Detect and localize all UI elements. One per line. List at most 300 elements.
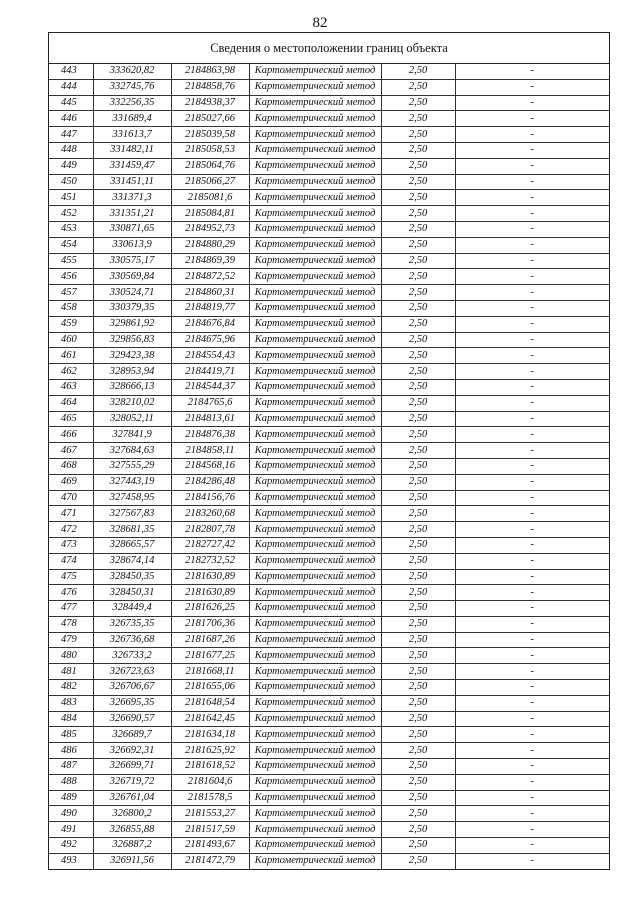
description-cell: - <box>455 269 609 285</box>
accuracy-cell: 2,50 <box>381 174 455 190</box>
y-coordinate-cell: 2184872,52 <box>171 269 249 285</box>
description-cell: - <box>455 443 609 459</box>
description-cell: - <box>455 585 609 601</box>
table-row <box>49 253 609 269</box>
x-coordinate-cell: 333620,82 <box>93 64 171 79</box>
x-coordinate-cell: 328681,35 <box>93 522 171 538</box>
description-cell: - <box>455 79 609 95</box>
point-number-cell: 451 <box>49 190 93 206</box>
x-coordinate-cell: 328665,57 <box>93 537 171 553</box>
y-coordinate-cell: 2181630,89 <box>171 569 249 585</box>
x-coordinate-cell: 326690,57 <box>93 711 171 727</box>
x-coordinate-cell: 331351,21 <box>93 206 171 222</box>
accuracy-cell: 2,50 <box>381 64 455 79</box>
description-cell: - <box>455 790 609 806</box>
method-cell: Картометрический метод <box>249 332 381 348</box>
accuracy-cell: 2,50 <box>381 411 455 427</box>
point-number-cell: 445 <box>49 95 93 111</box>
point-number-cell: 446 <box>49 111 93 127</box>
table-row <box>49 95 609 111</box>
description-cell: - <box>455 632 609 648</box>
point-number-cell: 492 <box>49 838 93 854</box>
description-cell: - <box>455 727 609 743</box>
point-number-cell: 459 <box>49 316 93 332</box>
table-row <box>49 506 609 522</box>
x-coordinate-cell: 326695,35 <box>93 695 171 711</box>
point-number-cell: 470 <box>49 490 93 506</box>
method-cell: Картометрический метод <box>249 316 381 332</box>
x-coordinate-cell: 326706,67 <box>93 680 171 696</box>
table-row <box>49 332 609 348</box>
y-coordinate-cell: 2184863,98 <box>171 64 249 79</box>
x-coordinate-cell: 328450,35 <box>93 569 171 585</box>
x-coordinate-cell: 331689,4 <box>93 111 171 127</box>
page-number: 82 <box>312 15 328 31</box>
method-cell: Картометрический метод <box>249 474 381 490</box>
table-row <box>49 111 609 127</box>
accuracy-cell: 2,50 <box>381 838 455 854</box>
y-coordinate-cell: 2185066,27 <box>171 174 249 190</box>
point-number-cell: 467 <box>49 443 93 459</box>
y-coordinate-cell: 2181677,25 <box>171 648 249 664</box>
y-coordinate-cell: 2184938,37 <box>171 95 249 111</box>
point-number-cell: 444 <box>49 79 93 95</box>
accuracy-cell: 2,50 <box>381 158 455 174</box>
y-coordinate-cell: 2184156,76 <box>171 490 249 506</box>
method-cell: Картометрический метод <box>249 522 381 538</box>
y-coordinate-cell: 2184676,84 <box>171 316 249 332</box>
y-coordinate-cell: 2183260,68 <box>171 506 249 522</box>
method-cell: Картометрический метод <box>249 727 381 743</box>
method-cell: Картометрический метод <box>249 838 381 854</box>
x-coordinate-cell: 329856,83 <box>93 332 171 348</box>
method-cell: Картометрический метод <box>249 853 381 868</box>
point-number-cell: 443 <box>49 64 93 79</box>
table-row <box>49 774 609 790</box>
point-number-cell: 486 <box>49 743 93 759</box>
y-coordinate-cell: 2185058,53 <box>171 142 249 158</box>
point-number-cell: 466 <box>49 427 93 443</box>
point-number-cell: 449 <box>49 158 93 174</box>
accuracy-cell: 2,50 <box>381 774 455 790</box>
description-cell: - <box>455 680 609 696</box>
y-coordinate-cell: 2184876,38 <box>171 427 249 443</box>
table-row <box>49 237 609 253</box>
point-number-cell: 490 <box>49 806 93 822</box>
table-row <box>49 743 609 759</box>
y-coordinate-cell: 2181493,67 <box>171 838 249 854</box>
method-cell: Картометрический метод <box>249 127 381 143</box>
description-cell: - <box>455 95 609 111</box>
y-coordinate-cell: 2185027,66 <box>171 111 249 127</box>
accuracy-cell: 2,50 <box>381 269 455 285</box>
accuracy-cell: 2,50 <box>381 569 455 585</box>
x-coordinate-cell: 327458,95 <box>93 490 171 506</box>
point-number-cell: 465 <box>49 411 93 427</box>
accuracy-cell: 2,50 <box>381 237 455 253</box>
table-row <box>49 490 609 506</box>
method-cell: Картометрический метод <box>249 695 381 711</box>
method-cell: Картометрический метод <box>249 285 381 301</box>
point-number-cell: 471 <box>49 506 93 522</box>
method-cell: Картометрический метод <box>249 680 381 696</box>
description-cell: - <box>455 395 609 411</box>
y-coordinate-cell: 2185084,81 <box>171 206 249 222</box>
table-row <box>49 348 609 364</box>
x-coordinate-cell: 326723,63 <box>93 664 171 680</box>
description-cell: - <box>455 648 609 664</box>
y-coordinate-cell: 2184858,76 <box>171 79 249 95</box>
method-cell: Картометрический метод <box>249 379 381 395</box>
x-coordinate-cell: 331371,3 <box>93 190 171 206</box>
y-coordinate-cell: 2185039,58 <box>171 127 249 143</box>
table-row <box>49 127 609 143</box>
method-cell: Картометрический метод <box>249 300 381 316</box>
method-cell: Картометрический метод <box>249 411 381 427</box>
table-row <box>49 190 609 206</box>
y-coordinate-cell: 2181472,79 <box>171 853 249 868</box>
description-cell: - <box>455 743 609 759</box>
point-number-cell: 472 <box>49 522 93 538</box>
accuracy-cell: 2,50 <box>381 206 455 222</box>
table-row <box>49 142 609 158</box>
description-cell: - <box>455 379 609 395</box>
method-cell: Картометрический метод <box>249 79 381 95</box>
description-cell: - <box>455 806 609 822</box>
x-coordinate-cell: 330569,84 <box>93 269 171 285</box>
method-cell: Картометрический метод <box>249 648 381 664</box>
table-row <box>49 285 609 301</box>
x-coordinate-cell: 326887,2 <box>93 838 171 854</box>
description-cell: - <box>455 490 609 506</box>
point-number-cell: 450 <box>49 174 93 190</box>
table-row <box>49 553 609 569</box>
method-cell: Картометрический метод <box>249 711 381 727</box>
accuracy-cell: 2,50 <box>381 221 455 237</box>
y-coordinate-cell: 2181618,52 <box>171 759 249 775</box>
table-row <box>49 727 609 743</box>
description-cell: - <box>455 711 609 727</box>
description-cell: - <box>455 190 609 206</box>
x-coordinate-cell: 328450,31 <box>93 585 171 601</box>
x-coordinate-cell: 331482,11 <box>93 142 171 158</box>
method-cell: Картометрический метод <box>249 822 381 838</box>
x-coordinate-cell: 329861,92 <box>93 316 171 332</box>
method-cell: Картометрический метод <box>249 774 381 790</box>
accuracy-cell: 2,50 <box>381 727 455 743</box>
point-number-cell: 457 <box>49 285 93 301</box>
x-coordinate-cell: 328953,94 <box>93 364 171 380</box>
table-row <box>49 300 609 316</box>
description-cell: - <box>455 522 609 538</box>
accuracy-cell: 2,50 <box>381 332 455 348</box>
point-number-cell: 468 <box>49 458 93 474</box>
point-number-cell: 480 <box>49 648 93 664</box>
description-cell: - <box>455 853 609 868</box>
accuracy-cell: 2,50 <box>381 142 455 158</box>
method-cell: Картометрический метод <box>249 601 381 617</box>
point-number-cell: 493 <box>49 853 93 868</box>
table-row <box>49 585 609 601</box>
y-coordinate-cell: 2184869,39 <box>171 253 249 269</box>
description-cell: - <box>455 506 609 522</box>
table-row <box>49 616 609 632</box>
description-cell: - <box>455 348 609 364</box>
description-cell: - <box>455 601 609 617</box>
point-number-cell: 454 <box>49 237 93 253</box>
table-row <box>49 569 609 585</box>
accuracy-cell: 2,50 <box>381 553 455 569</box>
x-coordinate-cell: 330575,17 <box>93 253 171 269</box>
y-coordinate-cell: 2184858,11 <box>171 443 249 459</box>
description-cell: - <box>455 332 609 348</box>
y-coordinate-cell: 2182727,42 <box>171 537 249 553</box>
table-title: Сведения о местоположении границ объекта <box>49 33 609 64</box>
y-coordinate-cell: 2184860,31 <box>171 285 249 301</box>
point-number-cell: 473 <box>49 537 93 553</box>
table-row <box>49 269 609 285</box>
table-row <box>49 632 609 648</box>
accuracy-cell: 2,50 <box>381 300 455 316</box>
description-cell: - <box>455 695 609 711</box>
point-number-cell: 447 <box>49 127 93 143</box>
accuracy-cell: 2,50 <box>381 443 455 459</box>
point-number-cell: 475 <box>49 569 93 585</box>
point-number-cell: 479 <box>49 632 93 648</box>
coordinates-table-frame <box>48 32 610 870</box>
method-cell: Картометрический метод <box>249 806 381 822</box>
accuracy-cell: 2,50 <box>381 790 455 806</box>
table-row <box>49 206 609 222</box>
y-coordinate-cell: 2184675,96 <box>171 332 249 348</box>
accuracy-cell: 2,50 <box>381 743 455 759</box>
x-coordinate-cell: 326911,56 <box>93 853 171 868</box>
table-row <box>49 395 609 411</box>
point-number-cell: 474 <box>49 553 93 569</box>
description-cell: - <box>455 285 609 301</box>
y-coordinate-cell: 2181630,89 <box>171 585 249 601</box>
method-cell: Картометрический метод <box>249 537 381 553</box>
point-number-cell: 448 <box>49 142 93 158</box>
y-coordinate-cell: 2181648,54 <box>171 695 249 711</box>
table-row <box>49 790 609 806</box>
method-cell: Картометрический метод <box>249 142 381 158</box>
description-cell: - <box>455 300 609 316</box>
y-coordinate-cell: 2182732,52 <box>171 553 249 569</box>
accuracy-cell: 2,50 <box>381 601 455 617</box>
x-coordinate-cell: 331459,47 <box>93 158 171 174</box>
point-number-cell: 463 <box>49 379 93 395</box>
method-cell: Картометрический метод <box>249 790 381 806</box>
method-cell: Картометрический метод <box>249 269 381 285</box>
method-cell: Картометрический метод <box>249 616 381 632</box>
x-coordinate-cell: 328449,4 <box>93 601 171 617</box>
method-cell: Картометрический метод <box>249 490 381 506</box>
accuracy-cell: 2,50 <box>381 853 455 868</box>
x-coordinate-cell: 330524,71 <box>93 285 171 301</box>
accuracy-cell: 2,50 <box>381 506 455 522</box>
y-coordinate-cell: 2181668,11 <box>171 664 249 680</box>
description-cell: - <box>455 411 609 427</box>
table-row <box>49 522 609 538</box>
method-cell: Картометрический метод <box>249 395 381 411</box>
table-row <box>49 64 609 79</box>
method-cell: Картометрический метод <box>249 95 381 111</box>
point-number-cell: 456 <box>49 269 93 285</box>
table-row <box>49 822 609 838</box>
y-coordinate-cell: 2184568,16 <box>171 458 249 474</box>
point-number-cell: 469 <box>49 474 93 490</box>
point-number-cell: 484 <box>49 711 93 727</box>
description-cell: - <box>455 64 609 79</box>
x-coordinate-cell: 326699,71 <box>93 759 171 775</box>
method-cell: Картометрический метод <box>249 364 381 380</box>
table-row <box>49 664 609 680</box>
point-number-cell: 485 <box>49 727 93 743</box>
x-coordinate-cell: 328666,13 <box>93 379 171 395</box>
y-coordinate-cell: 2181634,18 <box>171 727 249 743</box>
y-coordinate-cell: 2181604,6 <box>171 774 249 790</box>
accuracy-cell: 2,50 <box>381 822 455 838</box>
y-coordinate-cell: 2185064,76 <box>171 158 249 174</box>
method-cell: Картометрический метод <box>249 443 381 459</box>
method-cell: Картометрический метод <box>249 569 381 585</box>
table-row <box>49 711 609 727</box>
y-coordinate-cell: 2181553,27 <box>171 806 249 822</box>
method-cell: Картометрический метод <box>249 632 381 648</box>
accuracy-cell: 2,50 <box>381 127 455 143</box>
method-cell: Картометрический метод <box>249 64 381 79</box>
table-row <box>49 458 609 474</box>
x-coordinate-cell: 327443,19 <box>93 474 171 490</box>
method-cell: Картометрический метод <box>249 427 381 443</box>
method-cell: Картометрический метод <box>249 553 381 569</box>
y-coordinate-cell: 2182807,78 <box>171 522 249 538</box>
accuracy-cell: 2,50 <box>381 474 455 490</box>
point-number-cell: 477 <box>49 601 93 617</box>
table-row <box>49 853 609 868</box>
y-coordinate-cell: 2181625,92 <box>171 743 249 759</box>
table-row <box>49 364 609 380</box>
description-cell: - <box>455 759 609 775</box>
table-row <box>49 648 609 664</box>
accuracy-cell: 2,50 <box>381 364 455 380</box>
description-cell: - <box>455 206 609 222</box>
accuracy-cell: 2,50 <box>381 458 455 474</box>
table-row <box>49 806 609 822</box>
x-coordinate-cell: 326733,2 <box>93 648 171 664</box>
description-cell: - <box>455 664 609 680</box>
description-cell: - <box>455 838 609 854</box>
point-number-cell: 478 <box>49 616 93 632</box>
point-number-cell: 455 <box>49 253 93 269</box>
x-coordinate-cell: 327555,29 <box>93 458 171 474</box>
point-number-cell: 464 <box>49 395 93 411</box>
table-row <box>49 838 609 854</box>
x-coordinate-cell: 332745,76 <box>93 79 171 95</box>
method-cell: Картометрический метод <box>249 253 381 269</box>
description-cell: - <box>455 553 609 569</box>
accuracy-cell: 2,50 <box>381 522 455 538</box>
accuracy-cell: 2,50 <box>381 348 455 364</box>
method-cell: Картометрический метод <box>249 158 381 174</box>
table-row <box>49 537 609 553</box>
x-coordinate-cell: 328052,11 <box>93 411 171 427</box>
y-coordinate-cell: 2184286,48 <box>171 474 249 490</box>
accuracy-cell: 2,50 <box>381 285 455 301</box>
method-cell: Картометрический метод <box>249 506 381 522</box>
y-coordinate-cell: 2184813,61 <box>171 411 249 427</box>
table-row <box>49 759 609 775</box>
x-coordinate-cell: 329423,38 <box>93 348 171 364</box>
y-coordinate-cell: 2181626,25 <box>171 601 249 617</box>
point-number-cell: 462 <box>49 364 93 380</box>
y-coordinate-cell: 2184544,37 <box>171 379 249 395</box>
description-cell: - <box>455 237 609 253</box>
accuracy-cell: 2,50 <box>381 585 455 601</box>
point-number-cell: 491 <box>49 822 93 838</box>
description-cell: - <box>455 174 609 190</box>
table-row <box>49 316 609 332</box>
method-cell: Картометрический метод <box>249 348 381 364</box>
method-cell: Картометрический метод <box>249 190 381 206</box>
point-number-cell: 489 <box>49 790 93 806</box>
y-coordinate-cell: 2181642,45 <box>171 711 249 727</box>
accuracy-cell: 2,50 <box>381 695 455 711</box>
x-coordinate-cell: 327684,63 <box>93 443 171 459</box>
table-row <box>49 221 609 237</box>
x-coordinate-cell: 332256,35 <box>93 95 171 111</box>
y-coordinate-cell: 2181578,5 <box>171 790 249 806</box>
accuracy-cell: 2,50 <box>381 316 455 332</box>
accuracy-cell: 2,50 <box>381 79 455 95</box>
description-cell: - <box>455 221 609 237</box>
x-coordinate-cell: 326689,7 <box>93 727 171 743</box>
method-cell: Картометрический метод <box>249 206 381 222</box>
y-coordinate-cell: 2184952,73 <box>171 221 249 237</box>
table-row <box>49 411 609 427</box>
description-cell: - <box>455 474 609 490</box>
y-coordinate-cell: 2185081,6 <box>171 190 249 206</box>
table-row <box>49 601 609 617</box>
x-coordinate-cell: 331613,7 <box>93 127 171 143</box>
y-coordinate-cell: 2184819,77 <box>171 300 249 316</box>
description-cell: - <box>455 616 609 632</box>
description-cell: - <box>455 142 609 158</box>
y-coordinate-cell: 2181517,59 <box>171 822 249 838</box>
x-coordinate-cell: 330379,35 <box>93 300 171 316</box>
accuracy-cell: 2,50 <box>381 664 455 680</box>
x-coordinate-cell: 326735,35 <box>93 616 171 632</box>
point-number-cell: 476 <box>49 585 93 601</box>
x-coordinate-cell: 328674,14 <box>93 553 171 569</box>
accuracy-cell: 2,50 <box>381 190 455 206</box>
coordinates-table <box>49 64 609 869</box>
x-coordinate-cell: 331451,11 <box>93 174 171 190</box>
y-coordinate-cell: 2181655,06 <box>171 680 249 696</box>
y-coordinate-cell: 2184765,6 <box>171 395 249 411</box>
accuracy-cell: 2,50 <box>381 111 455 127</box>
accuracy-cell: 2,50 <box>381 806 455 822</box>
x-coordinate-cell: 326761,04 <box>93 790 171 806</box>
description-cell: - <box>455 158 609 174</box>
point-number-cell: 481 <box>49 664 93 680</box>
table-row <box>49 474 609 490</box>
accuracy-cell: 2,50 <box>381 711 455 727</box>
x-coordinate-cell: 327841,9 <box>93 427 171 443</box>
accuracy-cell: 2,50 <box>381 632 455 648</box>
point-number-cell: 458 <box>49 300 93 316</box>
